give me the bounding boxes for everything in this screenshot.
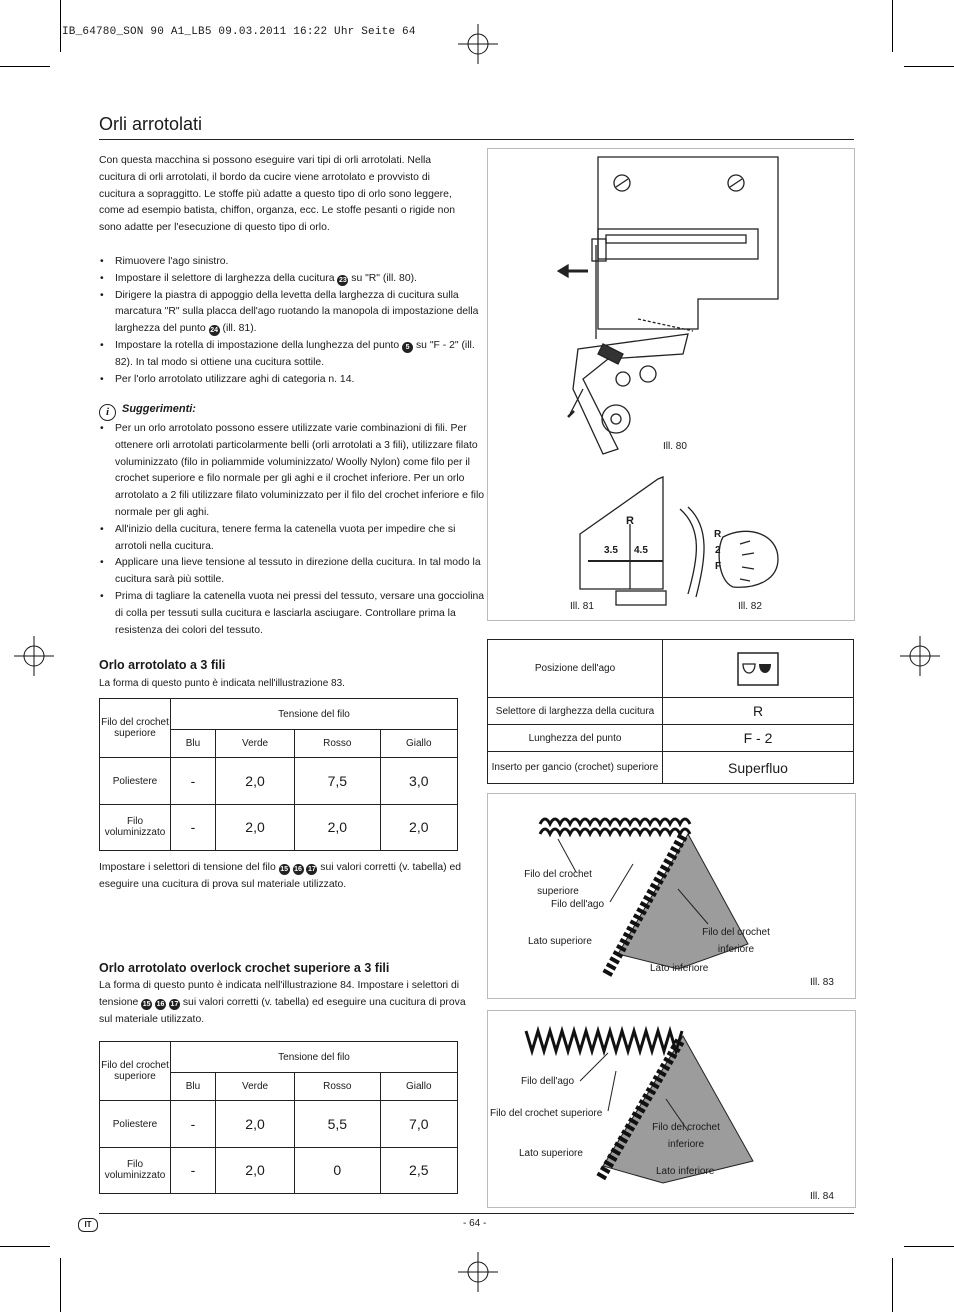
tension-table-2 [99,1041,458,1194]
col-header: Rosso [295,730,381,758]
fig81-caption: Ill. 81 [570,601,594,612]
fig84-caption: Ill. 84 [810,1191,834,1202]
section1-after: Impostare i selettori di tensione del filo 15 16 17 sui valori corretti (v. tabella) ed eseguire una cucitura di prova sul materiale utilizzato. [99,862,462,890]
table-row [100,1101,458,1147]
fig84-label-needle: Filo dell'ago [521,1076,575,1087]
tips-heading: i Suggerimenti: [99,403,196,421]
list-item: • Dirigere la piastra di appoggio della levetta della larghezza di cucitura sulla marcatura "R" sulla placca dell'ago ruotando la manopola di impostazione della larghezza del punto 24 (ill. 81). [115,288,487,338]
fig83-label-top-looper: Filo del crochet superiore [524,869,592,897]
fig80-caption: Ill. 80 [663,441,687,452]
row-label: Lunghezza del punto [488,725,663,752]
col-header: Verde [216,730,295,758]
ref-number: 24 [210,327,218,335]
table-cell: 2,0 [295,804,381,850]
crop-mark [60,1258,61,1312]
table-row [100,804,458,850]
list-item: • Rimuovere l'ago sinistro. [115,254,487,271]
crop-mark [892,0,893,52]
steps-list [99,254,487,388]
list-item: • Per un orlo arrotolato possono essere utilizzate varie combinazioni di fili. Per ottenere orli arrotolati particolarmente belli (orli arrotolati a 3 fili), utilizzare filato voluminizzato (filo in poliammide voluminizzato/ Woolly Nylon) come filo per il crochet superiore e filo normale per gli aghi e il crochet inferiore. Per un orlo arrotolato a 2 fili utilizzare filato voluminizzato per il filo del crochet inferiore e filo normale per gli aghi. [115,421,487,522]
row-label: Filo voluminizzato [100,1147,171,1193]
col-header: Giallo [380,1073,457,1101]
fig83-label-bottom-side: Lato inferiore [650,963,709,974]
crop-mark [904,66,954,67]
fig81-mark-35: 3.5 [604,545,618,556]
col-header: Blu [171,1073,216,1101]
crop-mark [892,1258,893,1312]
fig82-mark-2: 2 [715,545,721,556]
registration-mark-icon [14,636,54,676]
tension-table-1 [99,698,458,851]
section1-desc: La forma di questo punto è indicata nell'illustrazione 83. [99,678,345,689]
section2-desc: La forma di questo punto è indicata nell'illustrazione 84. Impostare i selettori di tensione 15 16 17 sui valori corretti (v. tabella) ed eseguire una cucitura di prova sul materiale utilizzato. [99,980,466,1025]
list-item: • Impostare la rotella di impostazione della lunghezza del punto 5 su "F - 2" (ill. 82). In tal modo si ottiene una cucitura sottile. [115,338,487,372]
fig83-label-needle: Filo dell'ago [551,899,605,910]
fig84-label-bottom-side: Lato inferiore [656,1166,715,1177]
table-cell: - [171,1101,216,1147]
table-cell: 2,0 [380,804,457,850]
row-label: Inserto per gancio (crochet) superiore [488,752,663,784]
fig81-mark-r: R [626,515,634,527]
registration-mark-icon [458,1252,498,1292]
col-header: Blu [171,730,216,758]
fig82-mark-r: R [714,529,722,540]
section1-title: Orlo arrotolato a 3 fili [99,658,226,672]
info-icon: i [99,404,116,421]
fig83-label-bottom-looper: Filo del crochet inferiore [702,927,770,955]
table-group-header: Tensione del filo [171,699,458,730]
list-item: • Per l'orlo arrotolato utilizzare aghi di categoria n. 14. [115,372,487,389]
row-label: Poliestere [100,758,171,804]
list-item: • All'inizio della cucitura, tenere ferma la catenella vuota per impedire che si arrotoli nella cucitura. [115,522,487,556]
table-cell: R [663,698,854,725]
table-row [100,758,458,804]
table-cell: 2,0 [216,758,295,804]
crop-mark [0,1246,50,1247]
table-cell: 2,0 [216,1101,295,1147]
ref-number: 23 [338,276,347,284]
table-group-header: Tensione del filo [171,1042,458,1073]
fig82-caption: Ill. 82 [738,601,762,612]
table-cell: 7,0 [380,1101,457,1147]
list-item: • Applicare una lieve tensione al tessuto in direzione della cucitura. In tal modo la cucitura sarà più sottile. [115,555,487,589]
stitch-plate-illustration [488,149,854,620]
table-cell: - [171,804,216,850]
table-cell: - [171,1147,216,1193]
table-row [100,1147,458,1193]
table-row [488,640,854,698]
table-cell: F - 2 [663,725,854,752]
fig82-mark-f: F [715,561,722,572]
figure-84 [487,1010,856,1208]
col-header: Rosso [295,1073,381,1101]
crop-mark [0,66,50,67]
fig83-caption: Ill. 83 [810,977,834,988]
table-row [488,752,854,784]
crop-mark [904,1246,954,1247]
page-number: - 64 - [463,1218,487,1229]
list-item: • Prima di tagliare la catenella vuota nei pressi del tessuto, versare una gocciolina di colla per tessuti sulla cucitura e lasciarla asciugare. Controllare prima la resistenza dei colori del tessuto. [115,589,487,639]
settings-table [487,639,854,784]
fig81-mark-45: 4.5 [634,545,648,556]
table-cell: - [171,758,216,804]
fig84-label-bottom-looper: Filo del crochet inferiore [652,1122,720,1150]
table-cell: 5,5 [295,1101,381,1147]
table-cell: 2,0 [216,1147,295,1193]
fig83-label-top-side: Lato superiore [528,936,592,947]
table-cell: 7,5 [295,758,381,804]
crop-mark [60,0,61,52]
fig84-label-top-looper: Filo del crochet superiore [490,1108,603,1119]
ref-number: 5 [402,342,413,353]
print-header: IB_64780_SON 90 A1_LB5 09.03.2011 16:22 Uhr Seite 64 [62,26,416,38]
footer-rule [99,1213,854,1214]
language-badge: IT [78,1218,98,1232]
title-rule [99,139,854,140]
registration-mark-icon [458,24,498,64]
table-corner: Filo del crochet superiore [100,1042,171,1101]
registration-mark-icon [900,636,940,676]
table-cell: 2,0 [216,804,295,850]
col-header: Verde [216,1073,295,1101]
figure-83 [487,793,856,999]
section2-title: Orlo arrotolato overlock crochet superiore a 3 fili [99,961,390,975]
table-cell: 2,5 [380,1147,457,1193]
tips-list [99,421,487,639]
row-label: Poliestere [100,1101,171,1147]
table-row [488,725,854,752]
figure-80-82 [487,148,855,621]
table-cell: 3,0 [380,758,457,804]
needle-position-icon [663,640,854,698]
row-label: Selettore di larghezza della cucitura [488,698,663,725]
table-row [488,698,854,725]
list-item: • Impostare il selettore di larghezza della cucitura 23 su "R" (ill. 80). [115,271,487,288]
page-title: Orli arrotolati [99,114,203,134]
row-label: Posizione dell'ago [488,640,663,698]
table-cell: 0 [295,1147,381,1193]
table-corner: Filo del crochet superiore [100,699,171,758]
table-cell: Superfluo [663,752,854,784]
row-label: Filo voluminizzato [100,804,171,850]
intro-paragraph: Con questa macchina si possono eseguire vari tipi di orli arrotolati. Nella cucitura di orli arrotolati, il bordo da cucire viene arrotolato e provvisto di cucitura a sopraggitto. Le stoffe più adatte a questo tipo di orlo sono leggere, come ad esempio batista, chiffon, organza, ecc. Le stoffe pesanti o rigide non sono adatte per l'esecuzione di questo tipo di orlo. [99,155,456,234]
fig84-label-top-side: Lato superiore [519,1148,583,1159]
col-header: Giallo [380,730,457,758]
